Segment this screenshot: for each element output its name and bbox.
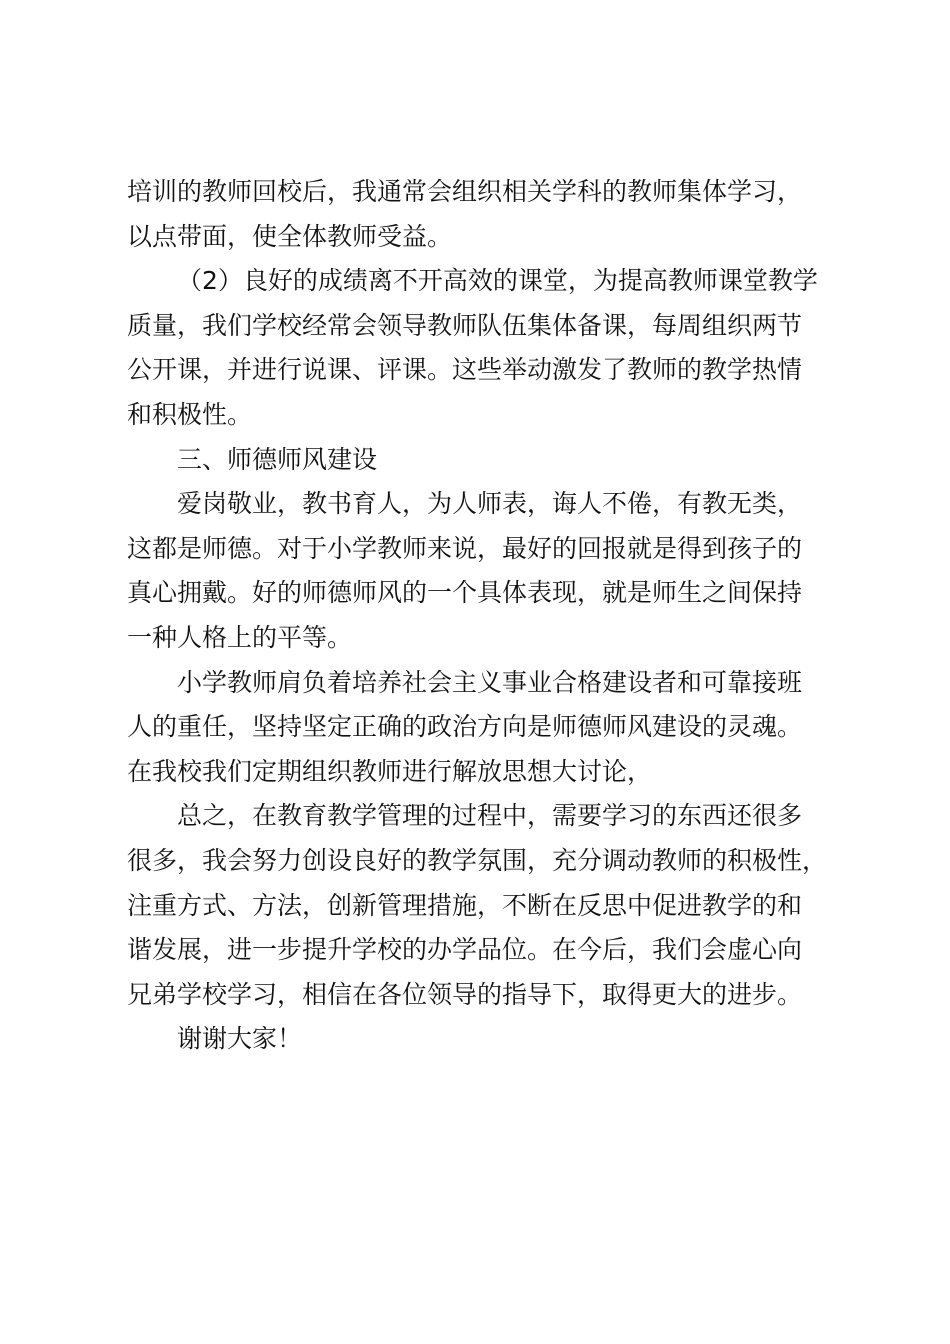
text-line: 一种人格上的平等。 xyxy=(127,622,353,652)
paragraph-efficient-classroom xyxy=(127,259,847,437)
text-line: 质量，我们学校经常会领导教师队伍集体备课，每周组织两节 xyxy=(127,310,803,340)
text-line: 培训的教师回校后，我通常会组织相关学科的教师集体学习， xyxy=(127,177,803,206)
text-line: 爱岗敬业，教书育人，为人师表，诲人不倦，有教无类， xyxy=(177,489,803,519)
text-line: 公开课，并进行说课、评课。这些举动激发了教师的教学热情 xyxy=(127,355,803,385)
text-line: 很多，我会努力创设良好的教学氛围，充分调动教师的积极性， xyxy=(127,845,828,875)
text-line: 真心拥戴。好的师德师风的一个具体表现，就是师生之间保持 xyxy=(127,578,803,608)
section-heading-teacher-ethics xyxy=(127,438,847,483)
paragraph-responsibility xyxy=(127,661,847,795)
paragraph-thanks xyxy=(127,1017,847,1062)
text-line: 人的重任，坚持坚定正确的政治方向是师德师风建设的灵魂。 xyxy=(127,712,803,742)
text-line: 兄弟学校学习，相信在各位领导的指导下，取得更大的进步。 xyxy=(127,979,803,1009)
text-line: （2）良好的成绩离不开高效的课堂，为提高教师课堂教学 xyxy=(177,266,818,296)
paragraph-dedication xyxy=(127,482,847,660)
text-line: 总之，在教育教学管理的过程中，需要学习的东西还很多 xyxy=(177,801,803,831)
text-line: 在我校我们定期组织教师进行解放思想大讨论， xyxy=(127,756,653,786)
paragraph-summary xyxy=(127,794,847,1017)
text-line: 小学教师肩负着培养社会主义事业合格建设者和可靠接班 xyxy=(177,667,803,697)
text-line: 注重方式、方法，创新管理措施，不断在反思中促进教学的和 xyxy=(127,890,803,920)
text-line: 谐发展，进一步提升学校的办学品位。在今后，我们会虚心向 xyxy=(127,935,803,965)
text-line: 这都是师德。对于小学教师来说，最好的回报就是得到孩子的 xyxy=(127,533,803,563)
text-line: 以点带面，使全体教师受益。 xyxy=(127,221,453,251)
document-body xyxy=(127,170,847,1062)
closing-thanks-text: 谢谢大家！ xyxy=(177,1024,303,1054)
paragraph-training-continuation xyxy=(127,170,847,259)
text-line: 和积极性。 xyxy=(127,399,253,429)
section-heading-text: 三、师德师风建设 xyxy=(177,444,378,474)
